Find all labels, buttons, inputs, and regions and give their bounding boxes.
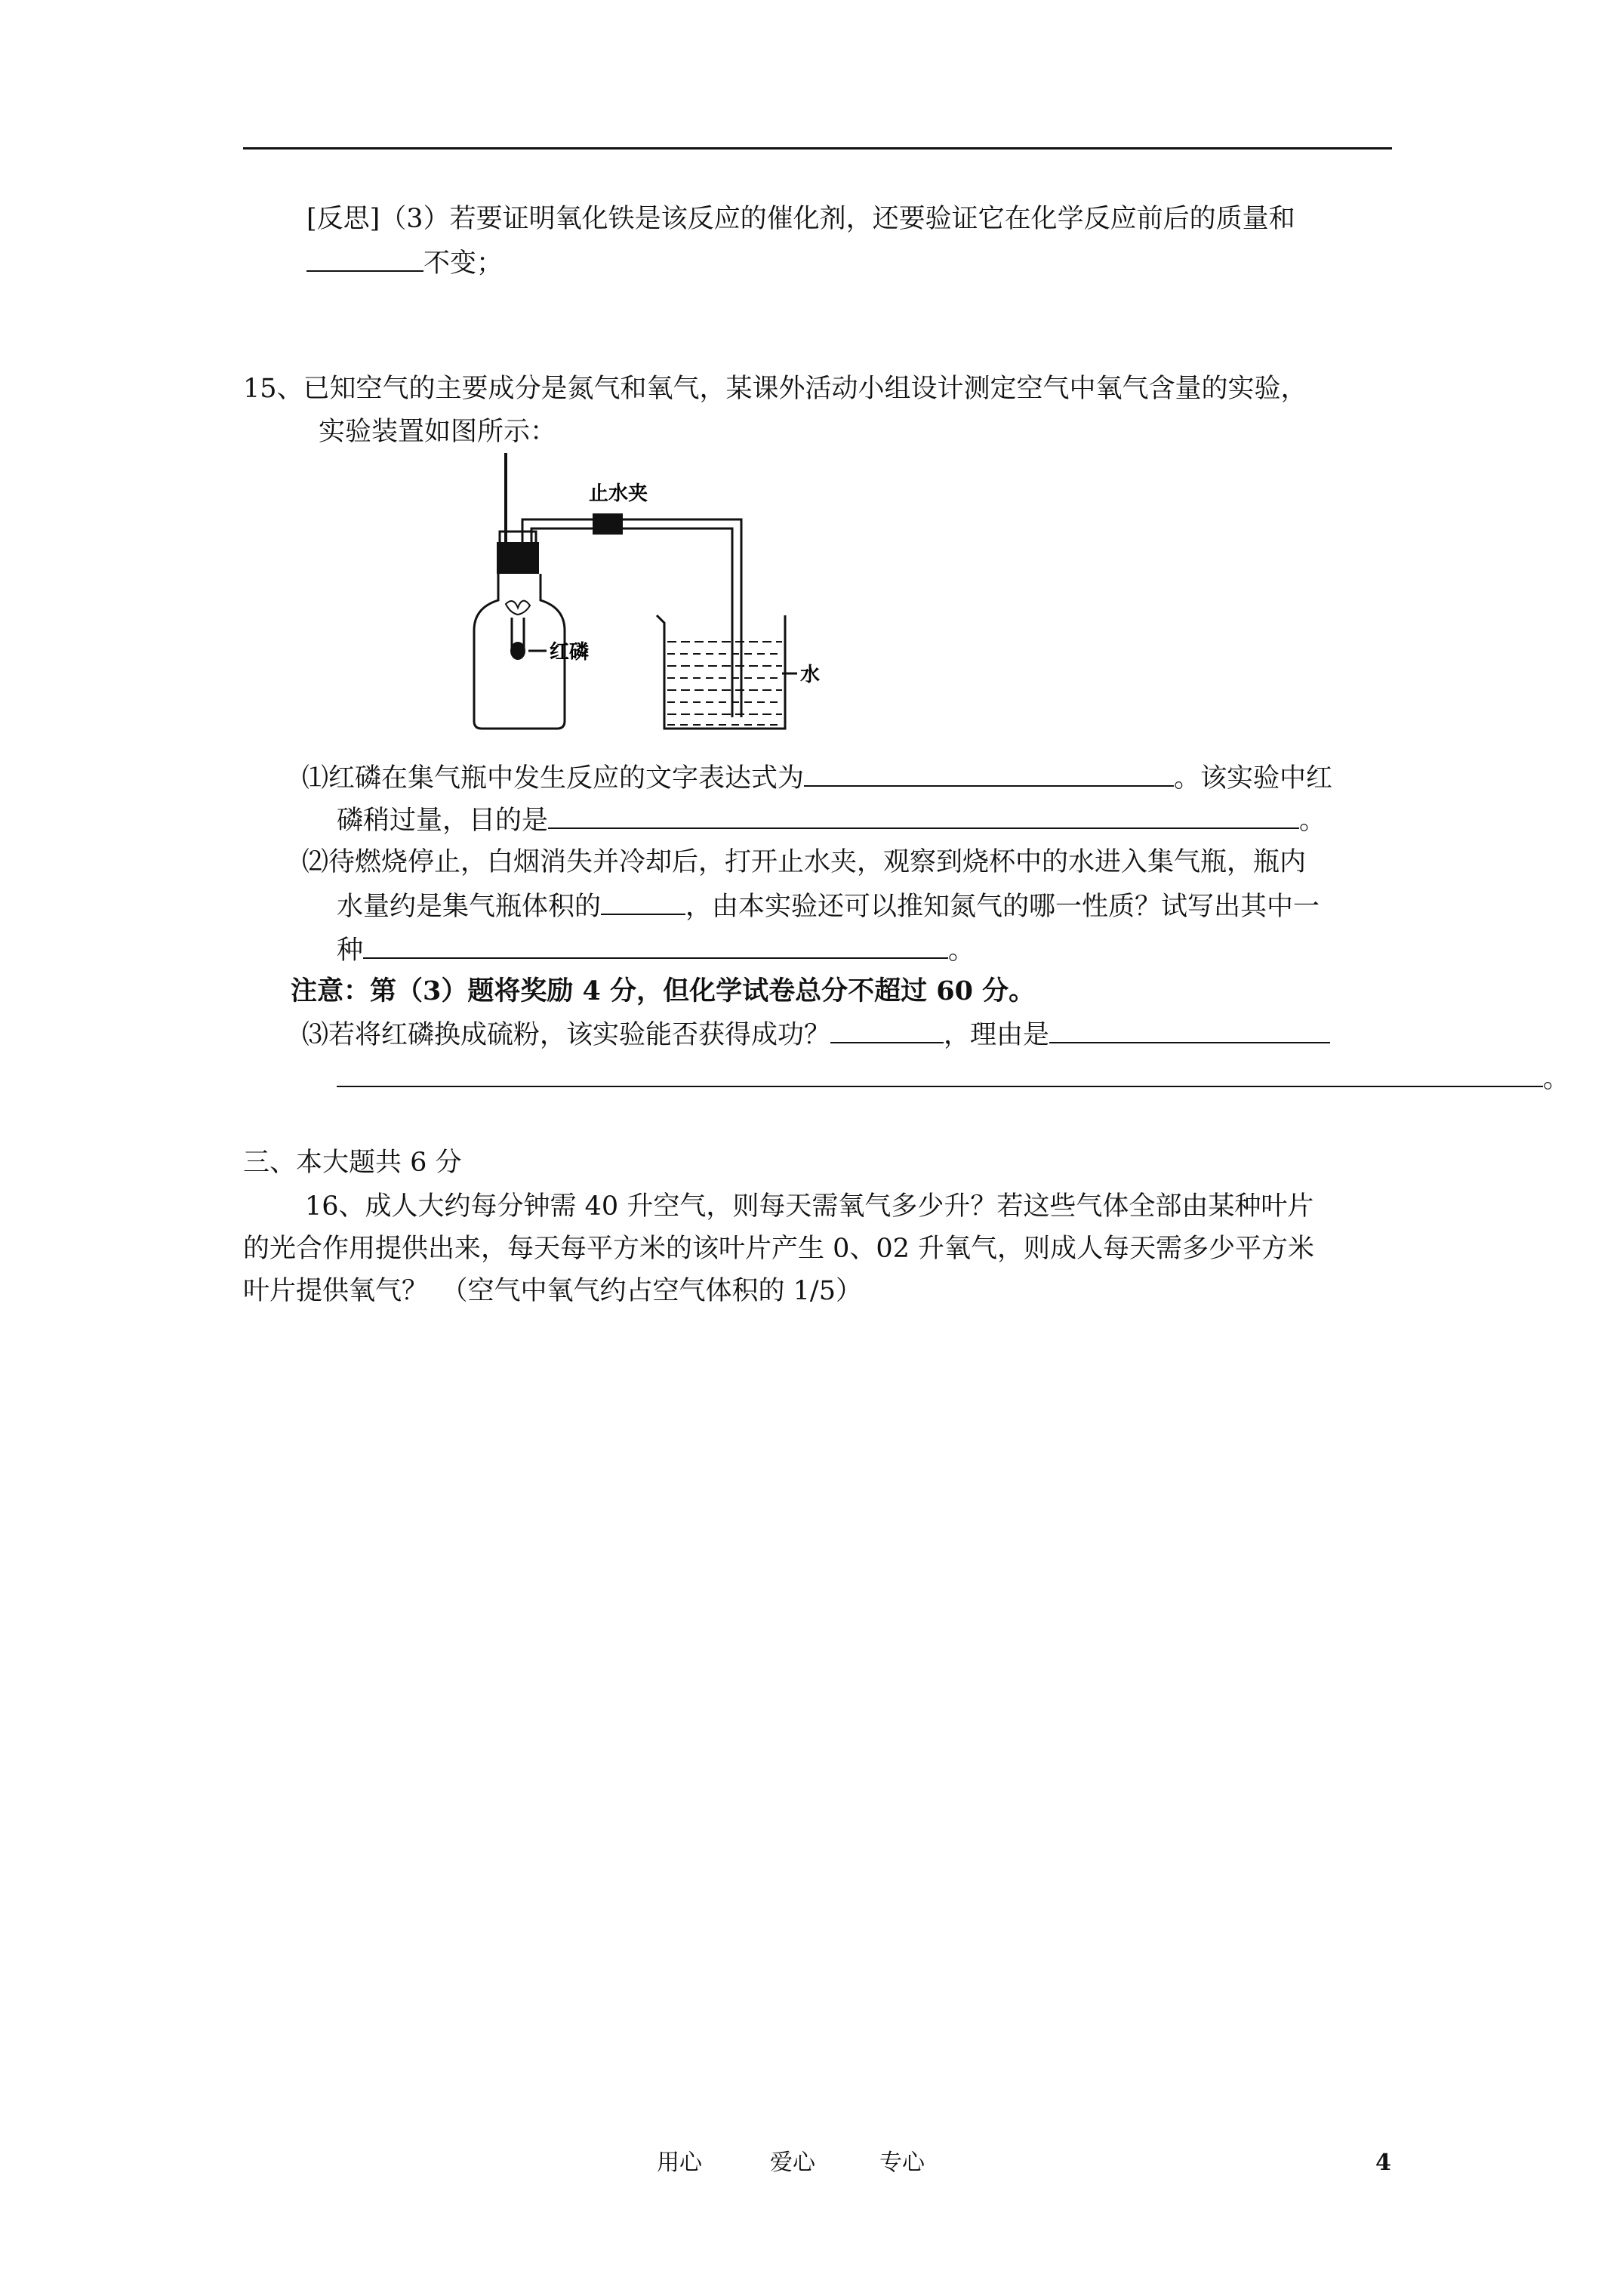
- answer-blank[interactable]: [306, 248, 423, 272]
- answer-blank[interactable]: [830, 1019, 944, 1043]
- stopper: [497, 542, 539, 574]
- answer-blank[interactable]: [337, 1063, 1543, 1087]
- red-phosphorus-label: 红磷: [550, 641, 590, 664]
- sub2-line1: ⑵待燃烧停止，白烟消失并冷却后，打开止水夹，观察到烧杯中的水进入集气瓶，瓶内: [302, 847, 1307, 877]
- sub1-line2: 磷稍过量，目的是 。: [337, 806, 1326, 836]
- header-rule: [243, 147, 1392, 149]
- delivery-tube: [522, 519, 741, 717]
- sub3-line2: 。: [337, 1063, 1569, 1094]
- bonus-note: 注意：第（3）题将奖励 4 分，但化学试卷总分不超过 60 分。: [291, 975, 1036, 1006]
- page-number: 4: [1375, 2150, 1391, 2176]
- q16-line2: 的光合作用提供出来，每天每平方米的该叶片产生 0、02 升氧气，则成人每天需多少平方米: [243, 1234, 1315, 1264]
- footer-motto-3: 专心: [879, 2150, 925, 2176]
- q15-line2: 实验装置如图所示：: [319, 417, 557, 447]
- clamp-label: 止水夹: [589, 482, 648, 505]
- water-stop-clamp: [593, 513, 623, 535]
- reflection-line1: [反思]（3）若要证明氧化铁是该反应的催化剂，还要验证它在化学反应前后的质量和: [306, 204, 1295, 234]
- water-label: 水: [800, 664, 821, 686]
- water-hatching: [667, 642, 782, 725]
- reflection-line2: 不变；: [306, 248, 503, 279]
- q16-line3: 叶片提供氧气？ （空气中氧气约占空气体积的 1/5）: [243, 1276, 862, 1306]
- apparatus-diagram: [453, 453, 845, 740]
- beaker: [657, 615, 785, 729]
- sub2-line3: 种 。: [337, 935, 975, 966]
- answer-blank[interactable]: [363, 935, 948, 959]
- q16-line1: 16、成人大约每分钟需 40 升空气，则每天需氧气多少升？若这些气体全部由某种叶片: [305, 1191, 1314, 1222]
- answer-blank[interactable]: [804, 763, 1174, 787]
- sub3-line1: ⑶若将红磷换成硫粉，该实验能否获得成功？ ，理由是: [302, 1019, 1330, 1050]
- sub2-line2: 水量约是集气瓶体积的 ，由本实验还可以推知氮气的哪一性质？试写出其中一: [337, 892, 1320, 922]
- sub1-line1: ⑴红磷在集气瓶中发生反应的文字表达式为 。该实验中红: [302, 763, 1333, 794]
- footer-motto-1: 用心: [657, 2150, 702, 2176]
- q15-line1: 15、已知空气的主要成分是氮气和氧气，某课外活动小组设计测定空气中氧气含量的实验，: [243, 374, 1307, 404]
- footer-motto-2: 爱心: [770, 2150, 815, 2176]
- section3-title: 三、本大题共 6 分: [243, 1148, 462, 1178]
- answer-blank[interactable]: [548, 805, 1299, 829]
- answer-blank[interactable]: [1049, 1019, 1330, 1043]
- answer-blank[interactable]: [601, 891, 685, 915]
